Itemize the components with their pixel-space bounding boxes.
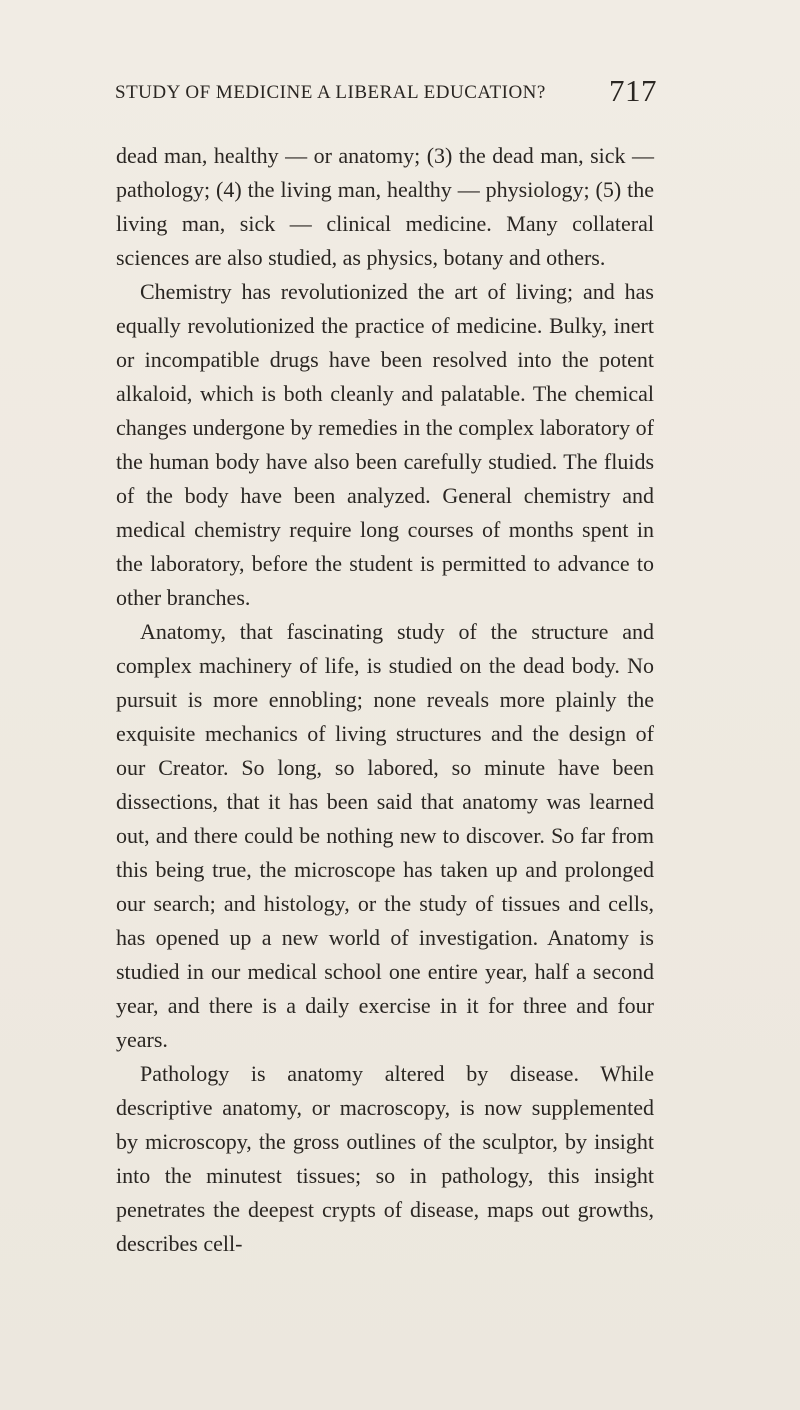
paragraph: dead man, healthy — or anatomy; (3) the dead man, sick — pathology; (4) the living man, healthy — physiology; (5) the living man, sick — clinical medicine. Many collateral sciences are also studied, as physics, botany and others. bbox=[116, 143, 654, 270]
running-title: STUDY OF MEDICINE A LIBERAL EDUCATION? bbox=[115, 82, 546, 103]
running-header bbox=[115, 73, 657, 108]
paragraph: Pathology is anatomy altered by disease. While descriptive anatomy, or macroscopy, is now supplemented by microscopy, the gross outlines of the sculptor, by insight into the minutest tissues; so in pathology, this insight penetrates the deepest crypts of disease, maps out growths, describes cell- bbox=[116, 1061, 654, 1256]
body-text bbox=[116, 139, 654, 1261]
paragraph: Anatomy, that fascinating study of the structure and complex machinery of life, is studied on the dead body. No pursuit is more ennobling; none reveals more plainly the exquisite mechanics of living structures and the design of our Creator. So long, so labored, so minute have been dissections, that it has been said that anatomy was learned out, and there could be nothing new to discover. So far from this being true, the microscope has taken up and prolonged our search; and histology, or the study of tissues and cells, has opened up a new world of investigation. Anatomy is studied in our medical school one entire year, half a second year, and there is a daily exercise in it for three and four years. bbox=[116, 619, 654, 1052]
page-number: 717 bbox=[609, 73, 657, 108]
paragraph: Chemistry has revolutionized the art of living; and has equally revolutionized the practice of medicine. Bulky, inert or incompatible drugs have been resolved into the potent alkaloid, which is both cleanly and palatable. The chemical changes undergone by remedies in the complex laboratory of the human body have also been carefully studied. The fluids of the body have been analyzed. General chemistry and medical chemistry require long courses of months spent in the laboratory, before the student is permitted to advance to other branches. bbox=[116, 279, 654, 610]
